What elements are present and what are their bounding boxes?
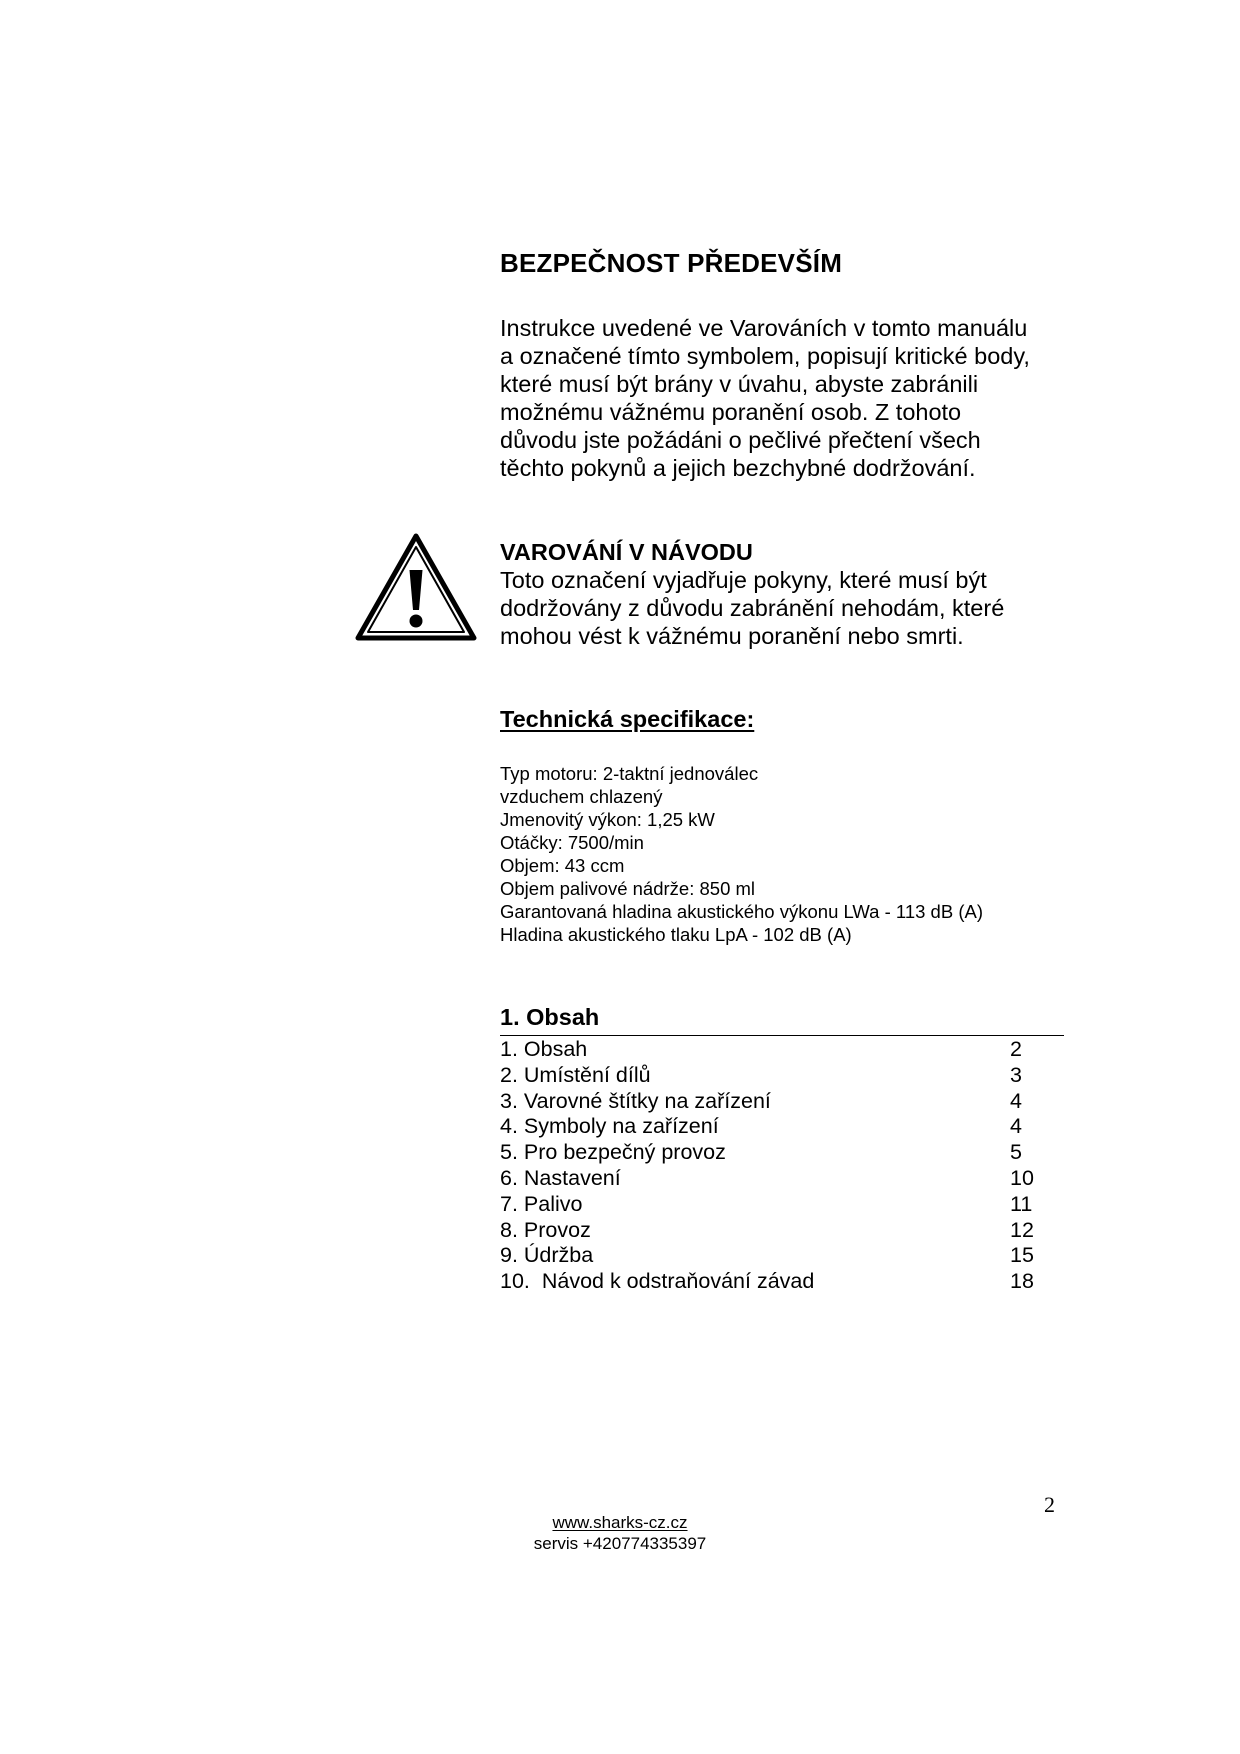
toc-item-label: 1. Obsah xyxy=(500,1037,588,1061)
toc-item-label: 9. Údržba xyxy=(500,1243,594,1268)
toc-item xyxy=(500,1192,1040,1218)
page-number: 2 xyxy=(1044,1492,1055,1517)
toc-item xyxy=(500,1114,1040,1140)
toc-item-page: 4 xyxy=(1010,1114,1022,1139)
intro-line: důvodu jste požádáni o pečlivé přečtení všech xyxy=(500,427,981,453)
toc-divider xyxy=(500,1035,1064,1036)
spec-line: Hladina akustického tlaku LpA - 102 dB (A) xyxy=(500,924,852,945)
spec-line: Jmenovitý výkon: 1,25 kW xyxy=(500,809,715,830)
footer-website-link[interactable]: www.sharks-cz.cz xyxy=(552,1513,688,1532)
intro-line: těchto pokynů a jejich bezchybné dodržování. xyxy=(500,455,976,481)
toc-item-page: 11 xyxy=(1010,1191,1033,1216)
toc-item-page: 12 xyxy=(1010,1217,1034,1242)
toc-item-page: 15 xyxy=(1010,1243,1034,1268)
spec-line: vzduchem chlazený xyxy=(500,786,663,807)
spec-line: Typ motoru: 2-taktní jednoválec xyxy=(500,763,759,784)
intro-line: a označené tímto symbolem, popisují kritické body, xyxy=(500,343,1030,369)
toc-item xyxy=(500,1166,1040,1192)
toc-item xyxy=(500,1269,1040,1295)
toc-item-label: 6. Nastavení xyxy=(500,1165,621,1190)
warning-triangle-icon xyxy=(354,532,478,644)
intro-line: možnému vážnému poranění osob. Z tohoto xyxy=(500,399,962,425)
toc-item-label: 5. Pro bezpečný provoz xyxy=(500,1140,726,1165)
toc-item-label: 10. Návod k odstraňování závad xyxy=(500,1269,815,1294)
toc-item-label: 3. Varovné štítky na zařízení xyxy=(500,1088,771,1113)
toc-item xyxy=(500,1063,1040,1089)
toc-item-label: 4. Symboly na zařízení xyxy=(500,1114,719,1139)
toc-item-page: 10 xyxy=(1010,1165,1034,1190)
spec-line: Objem: 43 ccm xyxy=(500,855,625,876)
spec-line: Objem palivové nádrže: 850 ml xyxy=(500,878,756,899)
page-title: BEZPEČNOST PŘEDEVŠÍM xyxy=(500,248,843,278)
toc-item xyxy=(500,1140,1040,1166)
toc-item-page: 4 xyxy=(1010,1088,1022,1113)
toc-item xyxy=(500,1089,1040,1115)
warning-section xyxy=(500,538,1080,650)
intro-paragraph xyxy=(500,314,1080,482)
toc-list xyxy=(500,1037,1040,1295)
toc-item xyxy=(500,1218,1040,1244)
toc-heading: 1. Obsah xyxy=(500,1004,600,1030)
intro-line: které musí být brány v úvahu, abyste zabránili xyxy=(500,371,979,397)
toc-item xyxy=(500,1037,1040,1063)
spec-line: Garantovaná hladina akustického výkonu LWa - 113 dB (A) xyxy=(500,901,983,922)
toc-item-page: 3 xyxy=(1010,1062,1022,1087)
toc-item-page: 5 xyxy=(1010,1140,1022,1165)
intro-line: Instrukce uvedené ve Varováních v tomto manuálu xyxy=(500,315,1028,341)
toc-item-label: 7. Palivo xyxy=(500,1191,583,1216)
footer-service-phone: servis +420774335397 xyxy=(533,1534,707,1553)
warning-line: Toto označení vyjadřuje pokyny, které musí být xyxy=(500,567,987,593)
toc-item-page: 18 xyxy=(1010,1269,1034,1294)
toc-item xyxy=(500,1243,1040,1269)
toc-item-label: 8. Provoz xyxy=(500,1217,591,1242)
toc-item-label: 2. Umístění dílů xyxy=(500,1062,651,1087)
footer xyxy=(520,1512,720,1554)
spec-line: Otáčky: 7500/min xyxy=(500,832,644,853)
warning-line: mohou vést k vážnému poranění nebo smrti. xyxy=(500,623,964,649)
spec-heading: Technická specifikace: xyxy=(500,706,755,732)
spec-list xyxy=(500,762,983,946)
toc-item-page: 2 xyxy=(1010,1037,1022,1061)
warning-title: VAROVÁNÍ V NÁVODU xyxy=(500,539,753,565)
warning-line: dodržovány z důvodu zabránění nehodám, které xyxy=(500,595,1005,621)
